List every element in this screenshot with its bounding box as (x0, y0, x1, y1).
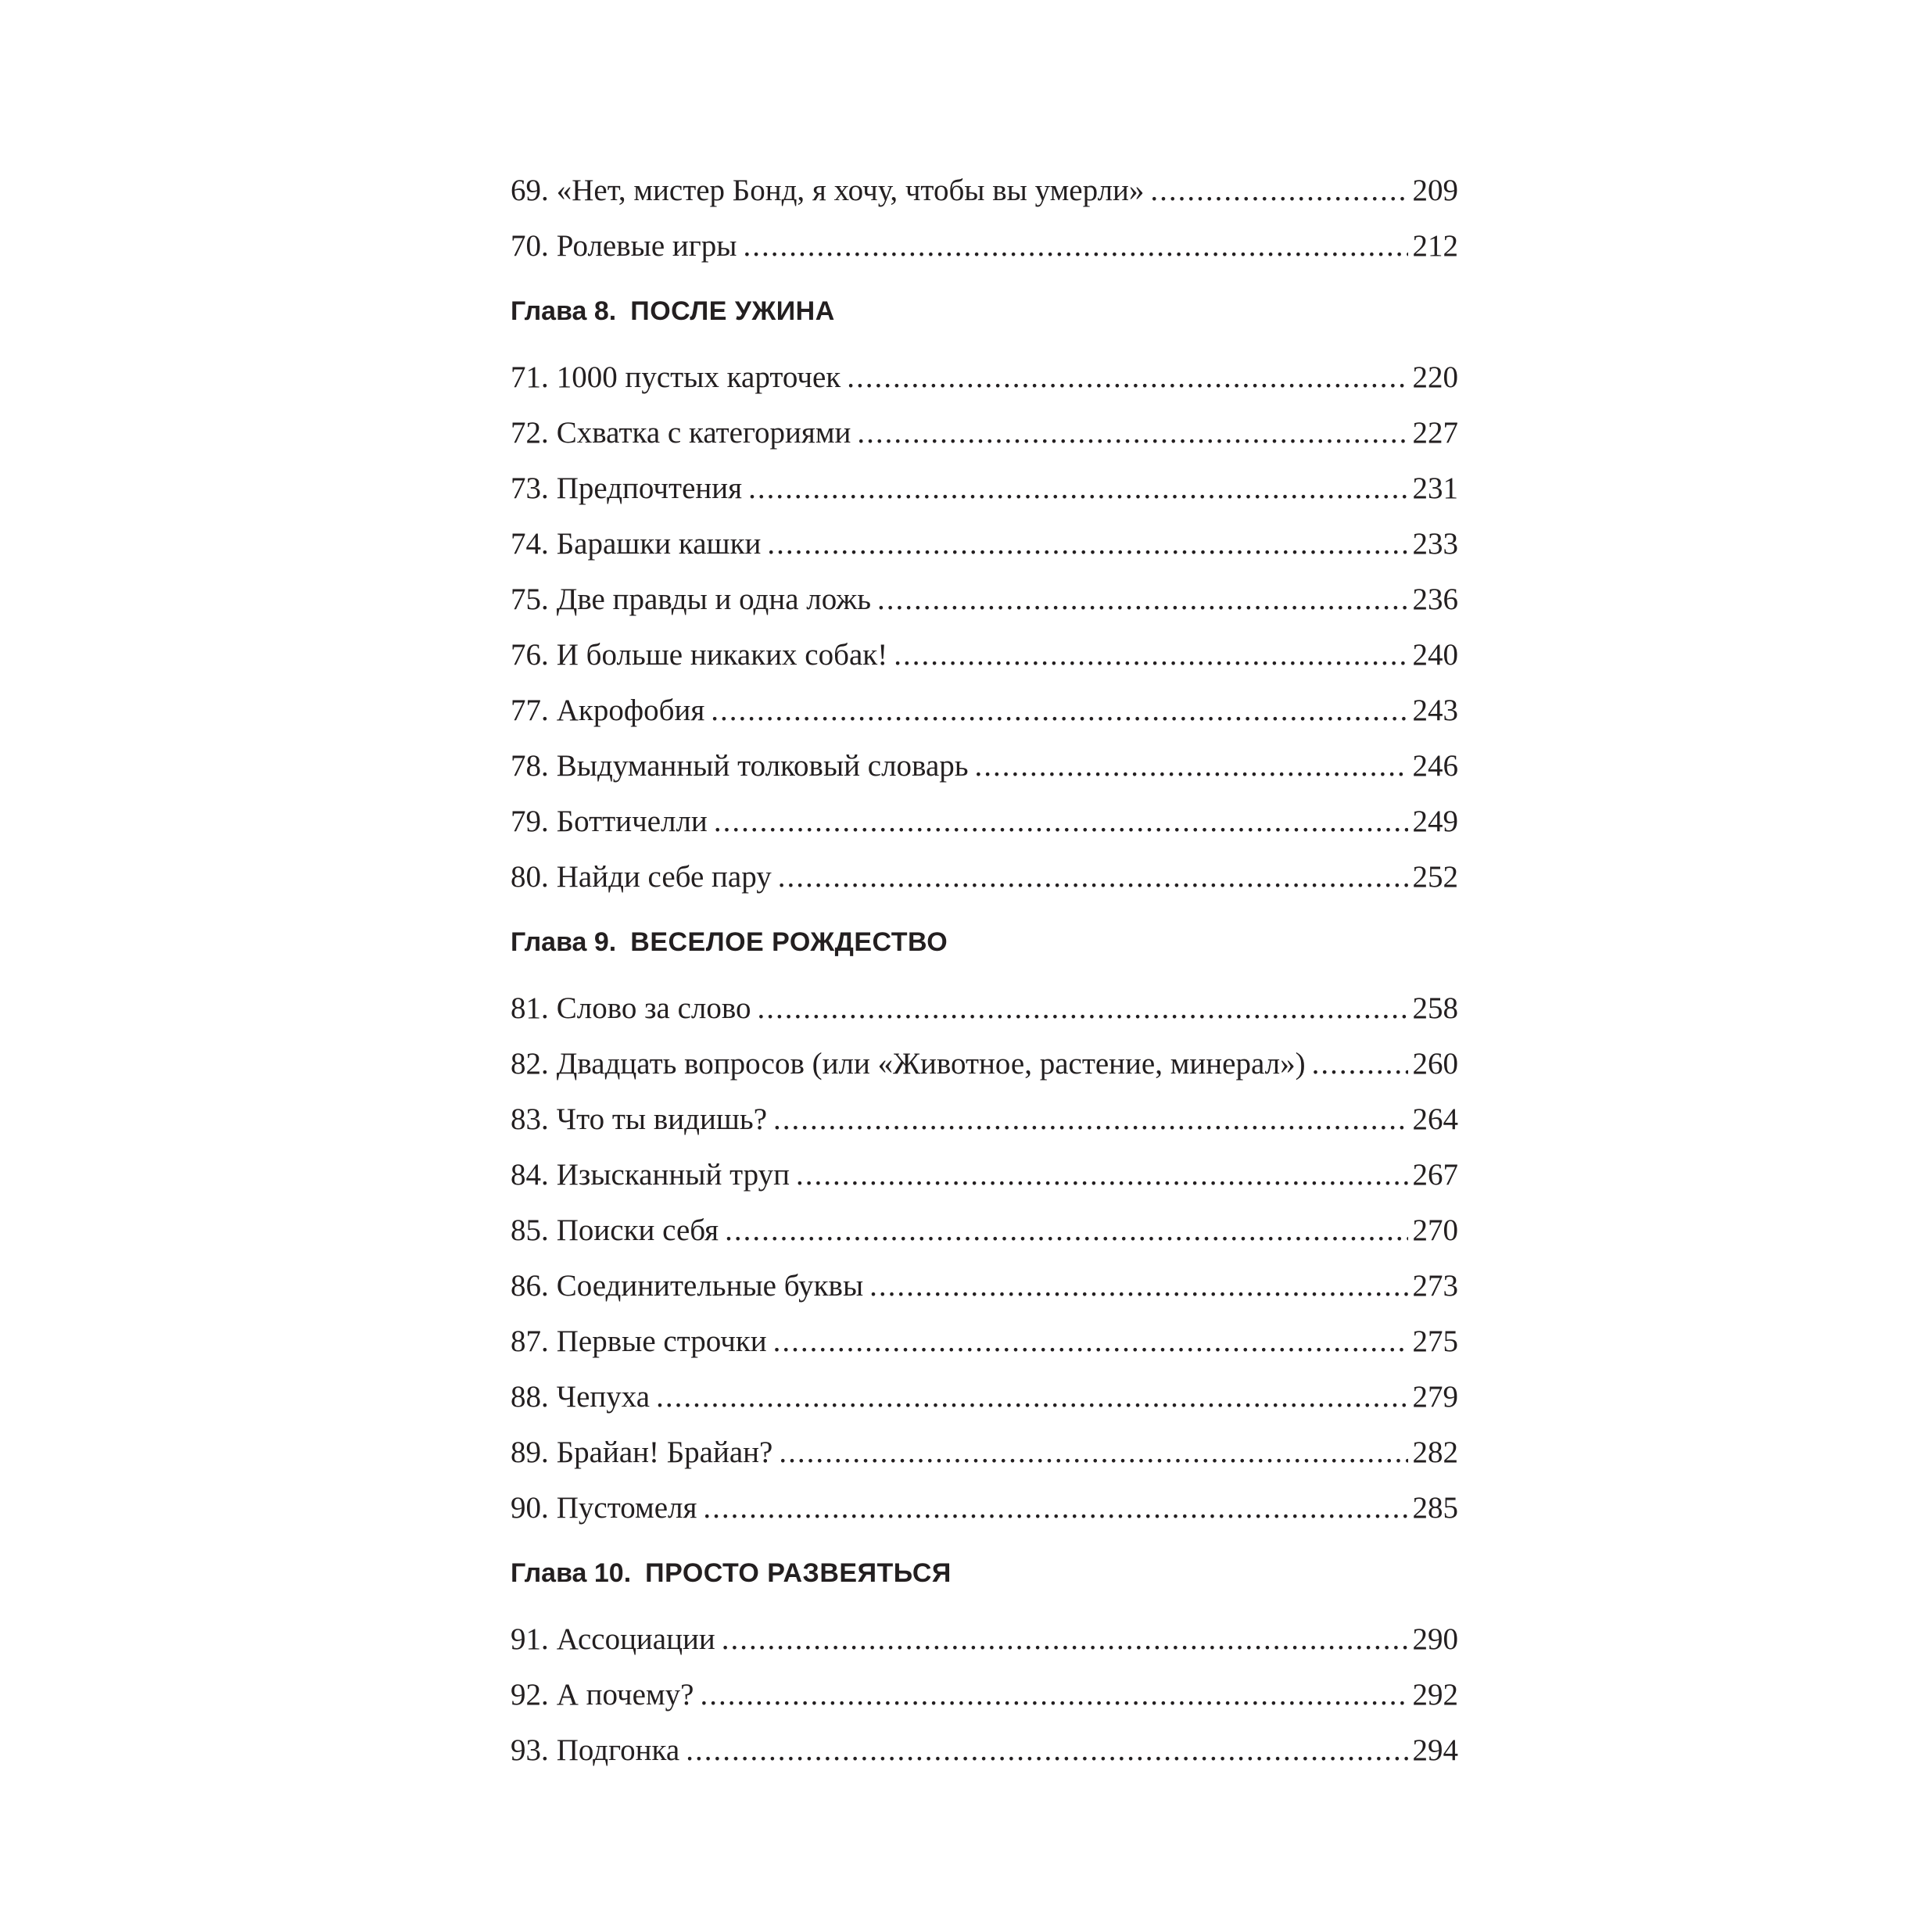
dot-leader (773, 1314, 1408, 1369)
page-number: 273 (1412, 1269, 1458, 1303)
entry-title: 1000 пустых карточек (556, 360, 841, 394)
page-number: 270 (1412, 1213, 1458, 1247)
page-number: 267 (1412, 1158, 1458, 1192)
entry-title: Найди себе пару (556, 860, 772, 894)
chapter-heading (511, 274, 1458, 349)
entry-title: Ролевые игры (556, 229, 737, 263)
entry-title: Что ты видишь? (556, 1102, 767, 1136)
entry-number: 90. (511, 1491, 549, 1525)
toc-entry[interactable] (511, 405, 1458, 461)
entry-number: 91. (511, 1622, 549, 1656)
page-number: 264 (1412, 1102, 1458, 1136)
toc-entry[interactable] (511, 1667, 1458, 1722)
entry-title: Двадцать вопросов (или «Животное, растение, минерал») (556, 1047, 1306, 1081)
page-number: 212 (1412, 229, 1458, 263)
toc-entry[interactable] (511, 163, 1458, 218)
toc-entry[interactable] (511, 980, 1458, 1036)
dot-leader (869, 1258, 1407, 1314)
page-number: 246 (1412, 749, 1458, 783)
dot-leader (847, 349, 1407, 405)
page-number: 292 (1412, 1678, 1458, 1712)
entry-number: 73. (511, 471, 549, 505)
entry-title: Первые строчки (556, 1324, 767, 1358)
chapter-label: Глава 9. (511, 927, 617, 957)
entry-title: Боттичелли (556, 805, 708, 838)
dot-leader (722, 1611, 1408, 1667)
page-number: 260 (1412, 1047, 1458, 1081)
entry-number: 86. (511, 1269, 549, 1303)
entry-number: 69. (511, 174, 549, 207)
toc-entry[interactable] (511, 1147, 1458, 1203)
entry-number: 75. (511, 582, 549, 616)
dot-leader (857, 405, 1407, 461)
entry-title: Акрофобия (556, 694, 705, 727)
toc-entry[interactable] (511, 1258, 1458, 1314)
chapter-heading (511, 905, 1458, 980)
dot-leader (779, 1425, 1407, 1480)
page-number: 227 (1412, 416, 1458, 450)
dot-leader (877, 572, 1407, 627)
entry-title: Слово за слово (556, 991, 751, 1025)
toc-entry[interactable] (511, 683, 1458, 738)
page-number: 209 (1412, 174, 1458, 207)
dot-leader (714, 794, 1408, 849)
toc-entry[interactable] (511, 627, 1458, 683)
page-number: 285 (1412, 1491, 1458, 1525)
page-number: 243 (1412, 694, 1458, 727)
dot-leader (1312, 1036, 1408, 1091)
page-number: 233 (1412, 527, 1458, 561)
entry-number: 79. (511, 805, 549, 838)
toc-entry[interactable] (511, 1611, 1458, 1667)
entry-number: 70. (511, 229, 549, 263)
chapter-label: Глава 10. (511, 1558, 632, 1588)
entry-number: 87. (511, 1324, 549, 1358)
entry-title: Соединительные буквы (556, 1269, 864, 1303)
dot-leader (1150, 163, 1407, 218)
dot-leader (894, 627, 1407, 683)
dot-leader (725, 1203, 1407, 1258)
chapter-title: ВЕСЕЛОЕ РОЖДЕСТВО (630, 927, 948, 957)
page-number: 240 (1412, 638, 1458, 672)
toc-entry[interactable] (511, 1480, 1458, 1536)
toc-entry[interactable] (511, 218, 1458, 274)
toc-entry[interactable] (511, 738, 1458, 794)
dot-leader (767, 516, 1407, 572)
toc-entry[interactable] (511, 1369, 1458, 1425)
entry-number: 93. (511, 1733, 549, 1767)
entry-title: Схватка с категориями (556, 416, 851, 450)
toc-entry[interactable] (511, 1314, 1458, 1369)
entry-title: «Нет, мистер Бонд, я хочу, чтобы вы умерли» (556, 174, 1145, 207)
chapter-title: ПОСЛЕ УЖИНА (630, 296, 835, 326)
toc-entry[interactable] (511, 1203, 1458, 1258)
toc-entry[interactable] (511, 1722, 1458, 1778)
chapter-title: ПРОСТО РАЗВЕЯТЬСЯ (645, 1558, 952, 1588)
entry-number: 83. (511, 1102, 549, 1136)
dot-leader (656, 1369, 1407, 1425)
dot-leader (743, 218, 1407, 274)
entry-number: 89. (511, 1436, 549, 1469)
entry-number: 81. (511, 991, 549, 1025)
entry-title: Изысканный труп (556, 1158, 790, 1192)
toc-entry[interactable] (511, 1036, 1458, 1091)
page-number: 282 (1412, 1436, 1458, 1469)
dot-leader (700, 1667, 1407, 1722)
entry-number: 76. (511, 638, 549, 672)
table-of-contents (511, 163, 1458, 1778)
entry-number: 71. (511, 360, 549, 394)
page-number: 249 (1412, 805, 1458, 838)
dot-leader (686, 1722, 1407, 1778)
entry-number: 88. (511, 1380, 549, 1414)
page-number: 252 (1412, 860, 1458, 894)
entry-title: Выдуманный толковый словарь (556, 749, 969, 783)
toc-entry[interactable] (511, 572, 1458, 627)
page-number: 236 (1412, 582, 1458, 616)
entry-number: 72. (511, 416, 549, 450)
dot-leader (711, 683, 1407, 738)
page-number: 294 (1412, 1733, 1458, 1767)
chapter-heading (511, 1536, 1458, 1611)
entry-title: Поиски себя (556, 1213, 719, 1247)
page-number: 275 (1412, 1324, 1458, 1358)
toc-entry[interactable] (511, 1091, 1458, 1147)
toc-entry[interactable] (511, 349, 1458, 405)
page-number: 258 (1412, 991, 1458, 1025)
dot-leader (758, 980, 1408, 1036)
entry-number: 84. (511, 1158, 549, 1192)
dot-leader (975, 738, 1408, 794)
entry-title: А почему? (556, 1678, 694, 1712)
entry-title: Подгонка (556, 1733, 680, 1767)
entry-number: 85. (511, 1213, 549, 1247)
entry-title: Барашки кашки (556, 527, 762, 561)
entry-title: Брайан! Брайан? (556, 1436, 773, 1469)
entry-number: 78. (511, 749, 549, 783)
entry-title: Две правды и одна ложь (556, 582, 872, 616)
entry-title: Ассоциации (556, 1622, 715, 1656)
dot-leader (703, 1480, 1407, 1536)
page-number: 231 (1412, 471, 1458, 505)
chapter-label: Глава 8. (511, 296, 617, 326)
toc-entry[interactable] (511, 849, 1458, 905)
entry-title: Предпочтения (556, 471, 743, 505)
entry-number: 80. (511, 860, 549, 894)
dot-leader (796, 1147, 1408, 1203)
page-number: 220 (1412, 360, 1458, 394)
toc-entry[interactable] (511, 461, 1458, 516)
toc-entry[interactable] (511, 1425, 1458, 1480)
entry-title: И больше никаких собак! (556, 638, 888, 672)
entry-title: Пустомеля (556, 1491, 697, 1525)
toc-entry[interactable] (511, 794, 1458, 849)
toc-entry[interactable] (511, 516, 1458, 572)
entry-number: 77. (511, 694, 549, 727)
dot-leader (778, 849, 1408, 905)
entry-number: 74. (511, 527, 549, 561)
entry-title: Чепуха (556, 1380, 651, 1414)
dot-leader (748, 461, 1407, 516)
dot-leader (773, 1091, 1408, 1147)
entry-number: 92. (511, 1678, 549, 1712)
page-number: 279 (1412, 1380, 1458, 1414)
entry-number: 82. (511, 1047, 549, 1081)
page-number: 290 (1412, 1622, 1458, 1656)
